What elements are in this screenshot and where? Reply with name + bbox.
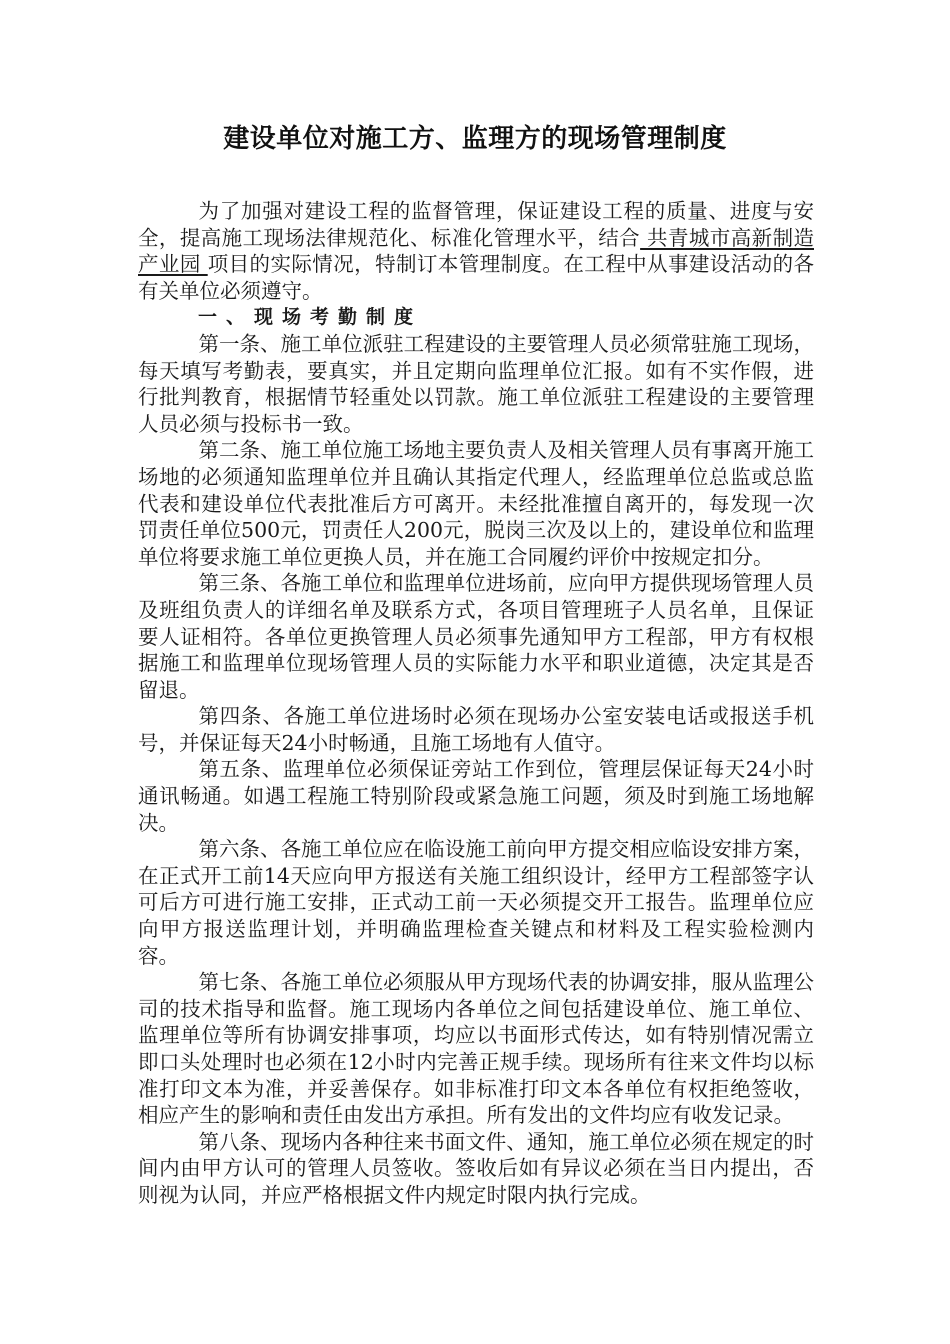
section-heading: 一、现场考勤制度 <box>198 306 423 329</box>
article-4: 第四条、各施工单位进场时必须在现场办公室安装电话或报送手机号，并保证每天24小时畅通，且施工场地有人值守。 <box>138 704 814 755</box>
article-1: 第一条、施工单位派驻工程建设的主要管理人员必须常驻施工现场，每天填写考勤表，要真实，并且定期向监理单位汇报。如有不实作假，进行批判教育，根据情节轻重处以罚款。施工单位派驻工程建设的主要管理人员必须与投标书一致。 <box>138 331 814 436</box>
intro-paragraph <box>138 198 814 304</box>
document-title: 建设单位对施工方、监理方的现场管理制度 <box>223 124 727 154</box>
article-6: 第六条、各施工单位应在临设施工前向甲方提交相应临设安排方案，在正式开工前14天应向甲方报送有关施工组织设计，经甲方工程部签字认可后方可进行施工安排，正式动工前一天必须提交开工报告。监理单位应向甲方报送监理计划，并明确监理检查关键点和材料及工程实验检测内容。 <box>138 837 814 968</box>
article-2: 第二条、施工单位施工场地主要负责人及相关管理人员有事离开施工场地的必须通知监理单位并且确认其指定代理人，经监理单位总监或总监代表和建设单位代表批准后方可离开。未经批准擅自离开的，每发现一次罚责任单位500元，罚责任人200元，脱岗三次及以上的，建设单位和监理单位将要求施工单位更换人员，并在施工合同履约评价中按规定扣分。 <box>138 438 814 569</box>
article-3: 第三条、各施工单位和监理单位进场前，应向甲方提供现场管理人员及班组负责人的详细名单及联系方式，各项目管理班子人员名单，且保证要人证相符。各单位更换管理人员必须事先通知甲方工程部，甲方有权根据施工和监理单位现场管理人员的实际能力水平和职业道德，决定其是否留退。 <box>138 571 814 702</box>
project-name: 共青城市高新制造产业园 <box>138 225 814 277</box>
document-body <box>138 198 814 1209</box>
article-7: 第七条、各施工单位必须服从甲方现场代表的协调安排，服从监理公司的技术指导和监督。施工现场内各单位之间包括建设单位、施工单位、监理单位等所有协调安排事项，均应以书面形式传达，如有特别情况需立即口头处理时也必须在12小时内完善正规手续。现场所有往来文件均以标准打印文本为准，并妥善保存。如非标准打印文本各单位有权拒绝签收，相应产生的影响和责任由发出方承担。所有发出的文件均应有收发记录。 <box>138 970 814 1128</box>
article-5: 第五条、监理单位必须保证旁站工作到位，管理层保证每天24小时通讯畅通。如遇工程施工特别阶段或紧急施工问题，须及时到施工场地解决。 <box>138 757 814 835</box>
intro-text-1: 为了加强对建设工程的监督管理，保证建设工程的质量、进度与安全，提高施工现场法律规范化、标准化管理水平，结合 <box>138 199 814 250</box>
intro-text-2: 项目的实际情况，特制订本管理制度。在工程中从事建设活动的各有关单位必须遵守。 <box>138 252 814 303</box>
article-8: 第八条、现场内各种往来书面文件、通知，施工单位必须在规定的时间内由甲方认可的管理人员签收。签收后如有异议必须在当日内提出，否则视为认同，并应严格根据文件内规定时限内执行完成。 <box>138 1129 814 1207</box>
